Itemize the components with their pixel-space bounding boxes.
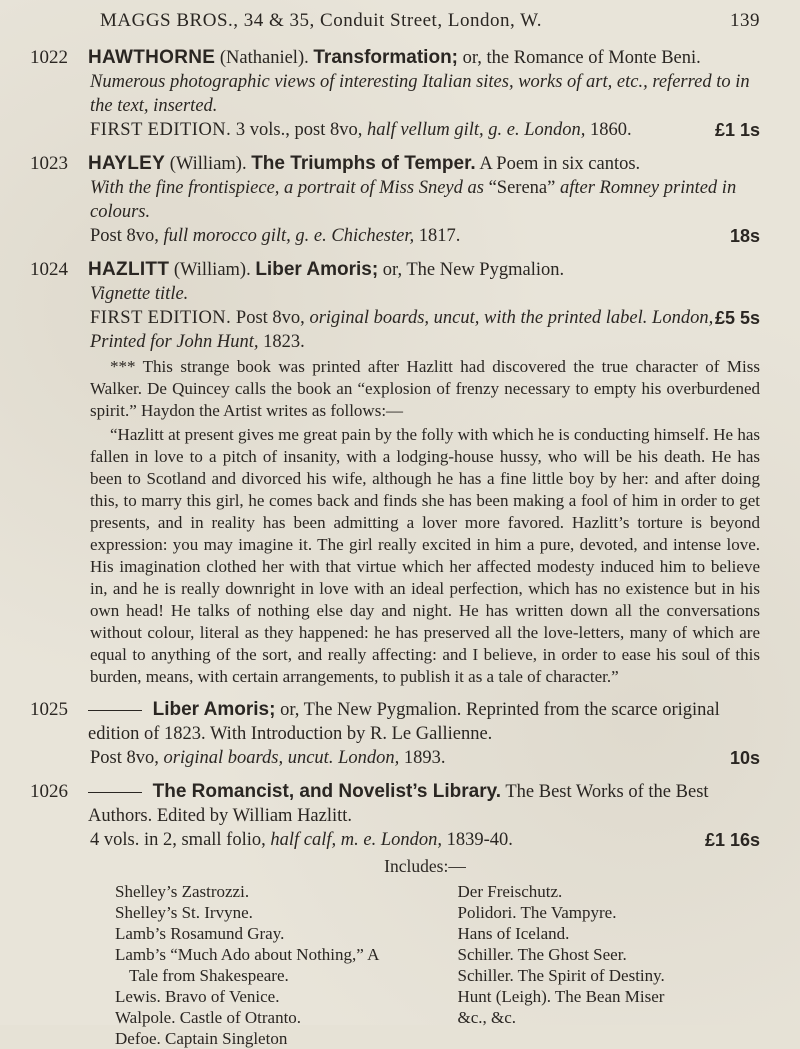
entry-price: 18s [729, 226, 760, 246]
entry-price: £1 16s [704, 830, 760, 850]
entry-year: 1893. [403, 748, 446, 768]
catalogue-entry-1023 [30, 152, 760, 248]
list-item: Der Freischutz. [457, 882, 563, 901]
list-item: Shelley’s St. Irvyne. [115, 903, 253, 922]
entry-title-rest: or, the Romance of Monte Beni. [462, 48, 701, 68]
entry-edition: FIRST EDITION. [90, 308, 232, 328]
page-number: 139 [730, 10, 760, 31]
list-item: Lamb’s “Much Ado about Nothing,” A [115, 945, 380, 964]
list-item: Schiller. The Spirit of Destiny. [457, 966, 665, 985]
entry-imprint: London, [524, 120, 586, 140]
entry-title-rest: or, The New Pygmalion. [382, 260, 565, 280]
entry-edition: FIRST EDITION. [90, 120, 232, 140]
entry-note [90, 356, 760, 688]
lot-number: 1026 [30, 781, 68, 802]
catalogue-entry-1025 [30, 698, 760, 770]
list-item: Hunt (Leigh). The Bean Miser [457, 987, 665, 1006]
entry-details: 3 vols., post 8vo, [235, 120, 363, 140]
list-item: Lewis. Bravo of Venice. [115, 987, 280, 1006]
includes-list [30, 881, 760, 1049]
entry-price: 10s [729, 748, 760, 768]
lot-number: 1024 [30, 259, 68, 280]
entry-details: 4 vols. in 2, small folio, [90, 830, 266, 850]
ditto-dash [88, 792, 142, 793]
entry-binding: half calf, m. e. [270, 830, 377, 850]
entry-description: With the fine frontispiece, a portrait of Miss Sneyd as [90, 178, 484, 198]
entry-title: Liber Amoris; [152, 699, 276, 720]
list-item: Hans of Iceland. [457, 924, 570, 943]
entry-description-rest: after Romney printed in colours. [90, 178, 737, 222]
entry-author-rest: (Nathaniel). [219, 48, 309, 68]
entry-imprint: London, [338, 748, 400, 768]
list-item: Shelley’s Zastrozzi. [115, 882, 250, 901]
entry-title: The Romancist, and Novelist’s Library. [152, 781, 502, 802]
entry-description: Numerous photographic views of interesting Italian sites, works of art, etc., referred to in the text, inserted. [90, 72, 750, 116]
entry-title-rest: The Best Works of the Best Authors. Edited by William Hazlitt. [88, 782, 709, 826]
entry-binding: full morocco gilt, g. e. [163, 226, 327, 246]
catalogue-entry-1022 [30, 46, 760, 142]
entry-details: Post 8vo, [90, 748, 159, 768]
entry-title-rest: or, The New Pygmalion. Reprinted from the scarce original edition of 1823. With Introduction by R. Le Gallienne. [88, 700, 720, 744]
list-item: &c., &c. [457, 1008, 517, 1027]
includes-right-column [418, 881, 761, 1049]
entry-price: £5 5s [714, 308, 760, 328]
list-item: Defoe. Captain Singleton [115, 1029, 288, 1048]
entry-details: Post 8vo, [90, 226, 159, 246]
entry-binding: original boards, uncut. [163, 748, 334, 768]
entry-imprint: London, Printed for John Hunt, [90, 308, 714, 352]
entry-description-quote: “Serena” [488, 178, 556, 198]
entry-title: The Triumphs of Temper. [251, 153, 476, 174]
note-paragraph: *** This strange book was printed after Hazlitt had discovered the true character of Miss Walker. De Quincey calls the book an “explosion of frenzy necessary to empty his overburdened spirit.” Haydon the Artist writes as follows:— [90, 357, 760, 420]
entry-year: 1860. [590, 120, 632, 140]
entry-imprint: Chichester, [331, 226, 415, 246]
lot-number: 1025 [30, 699, 68, 720]
note-quotation: “Hazlitt at present gives me great pain by the folly with which he is conducting himself. He has fallen in love to a pitch of insanity, with a lodging-house hussy, who will be his death. He has been to Scotland and divorced his wife, although he has a fine little boy by her: and after doing this, to marry this girl, he comes back and finds she has been making a fool of him in order to get presents, and in reality has been admitting a lover more favored. Hazlitt’s torture is beyond expression: you may imagine it. The girl really excited in him a pure, devoted, and intense love. His imagination clothed her with that virtue which her affected modesty induced him to believe in, and he is really downright in love with an ideal perfection, which has no existence but in his own head! He talks of nothing else day and night. He has written down all the conversations without colour, literal as they happened: he has preserved all the love-letters, many of which are equal to anything of the sort, and really affecting: and I believe, in order to ease his soul of this burden, means, with certain arrangements, to publish it as a tale of character.” [90, 425, 760, 686]
entry-author: HAZLITT [88, 259, 170, 280]
entry-description: Vignette title. [90, 284, 189, 304]
lot-number: 1023 [30, 153, 68, 174]
entry-author: HAYLEY [88, 153, 166, 174]
entry-year: 1839-40. [446, 830, 513, 850]
entry-author-rest: (William). [173, 260, 251, 280]
entry-year: 1817. [418, 226, 461, 246]
entry-imprint: London, [380, 830, 443, 850]
entry-binding: half vellum gilt, g. e. [366, 120, 520, 140]
ditto-dash [88, 710, 142, 711]
entry-year: 1823. [263, 332, 305, 352]
entry-author-rest: (William). [169, 154, 247, 174]
entry-details: Post 8vo, [235, 308, 305, 328]
lot-number: 1022 [30, 47, 68, 68]
list-item: Tale from Shakespeare. [129, 966, 289, 985]
list-item: Polidori. The Vampyre. [457, 903, 617, 922]
entry-binding: original boards, uncut, with the printed label. [309, 308, 648, 328]
entry-price: £1 1s [714, 120, 760, 140]
includes-heading: Includes:— [384, 856, 466, 876]
includes-left-column [115, 881, 418, 1049]
entry-title: Liber Amoris; [255, 259, 379, 280]
catalogue-entry-1026 [30, 780, 760, 1049]
list-item: Lamb’s Rosamund Gray. [115, 924, 285, 943]
entry-author: HAWTHORNE [88, 47, 216, 68]
entry-title-rest: A Poem in six cantos. [479, 154, 641, 174]
list-item: Schiller. The Ghost Seer. [457, 945, 627, 964]
entry-title: Transformation; [313, 47, 458, 68]
page-header [100, 10, 760, 32]
list-item: Walpole. Castle of Otranto. [115, 1008, 302, 1027]
publisher-line: MAGGS BROS., 34 & 35, Conduit Street, London, W. [100, 10, 543, 31]
catalogue-entry-1024 [30, 258, 760, 688]
